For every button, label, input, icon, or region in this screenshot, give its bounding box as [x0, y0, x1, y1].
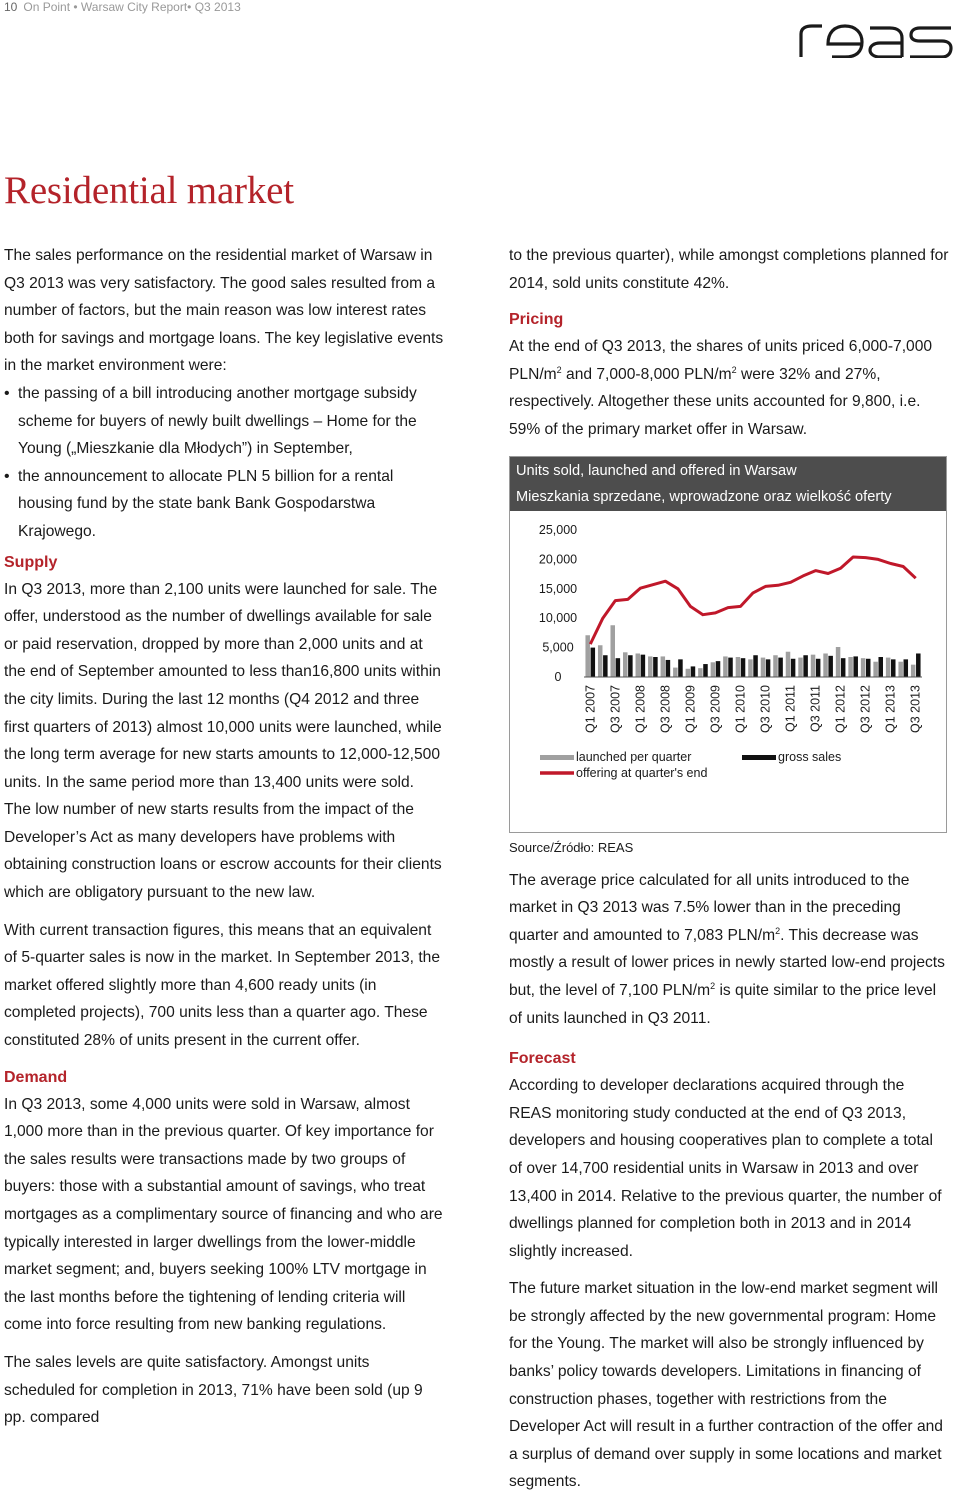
page-header — [0, 0, 960, 18]
bar-sales — [603, 655, 608, 677]
supply-paragraph-2: With current transaction figures, this means that an equivalent of 5-quarter sales is now in the market. In September 2013, the market offered slightly more than 4,600 ready units (in completed projects), 700 units less than a quarter ago. These constituted 28% of units present in the current offer. — [4, 921, 440, 1050]
bar-sales — [816, 658, 821, 676]
supply-paragraph-1: In Q3 2013, more than 2,100 units were launched for sale. The offer, understood as the number of dwellings available for sale or paid reservation, dropped by more than 2,000 units and at the end of September amounted to less than16,800 units within the city limits. During the last 12 months (Q4 2012 and three first quarters of 2013) almost 10,000 units were launched, while the long term average for new starts amounts to 12,000-12,500 units. In the same period more than 13,400 units were sold. The low number of new starts results from the impact of the Developer’s Act as many developers have problems with obtaining construction loans or escrow accounts for their clients which are obligatory pursuant to the new law. — [4, 580, 442, 902]
bar-launched — [761, 657, 766, 676]
bar-sales — [653, 657, 658, 677]
bar-sales — [803, 655, 808, 677]
bar-sales — [904, 659, 909, 677]
chart-header — [510, 457, 946, 511]
y-tick-label: 10,000 — [538, 610, 578, 625]
forecast-paragraph-1: According to developer declarations acquired through the REAS monitoring study conducted at the end of Q3 2013, developers and housing cooperatives plan to complete a total of over 14,700 residential units in Warsaw in 2013 and over 13,400 in 2014. Relative to the previous quarter, the number of dwellings planned for completion both in 2013 and in 2014 slightly increased. — [509, 1077, 942, 1260]
bar-launched — [861, 658, 866, 677]
reas-logo — [798, 22, 954, 63]
x-tick-label: Q1 2012 — [833, 684, 848, 733]
bar-sales — [716, 661, 721, 677]
x-tick-label: Q3 2008 — [658, 684, 673, 733]
bar-sales — [666, 660, 671, 677]
bar-launched — [848, 657, 853, 677]
legend-sales-label: gross sales — [778, 749, 842, 764]
bar-launched — [636, 653, 641, 677]
bar-launched — [773, 655, 778, 677]
bar-sales — [703, 664, 708, 677]
x-tick-label: Q1 2010 — [733, 684, 748, 733]
bar-launched — [786, 651, 791, 676]
bar-sales — [841, 658, 846, 677]
bar-sales — [641, 654, 646, 676]
bar-sales — [766, 659, 771, 677]
line-offering — [590, 557, 915, 644]
superscript: 2 — [710, 980, 716, 991]
bar-launched — [698, 668, 703, 677]
pricing-paragraph-1 — [509, 333, 949, 443]
supply-heading: Supply — [4, 553, 58, 571]
demand-paragraph-1: In Q3 2013, some 4,000 units were sold in Warsaw, almost 1,000 more than in the previous quarter. Of key importance for the sales results were transactions made by two groups of buyers: those with a substantial amount of savings, who treat mortgages as a complimentary source of financing and who are typically interested in larger dwellings from the lower-middle market segment; and, buyers seeking 100% LTV mortgage in the last months before the tightening of lending criteria will come into force resulting from new banking regulations. — [4, 1095, 443, 1334]
bar-sales — [728, 657, 733, 676]
publication-name: On Point • Warsaw City Report• Q3 2013 — [23, 0, 241, 14]
bar-launched — [585, 635, 590, 677]
bar-launched — [598, 645, 603, 677]
bar-launched — [623, 652, 628, 677]
bar-sales — [791, 658, 796, 676]
bar-sales — [591, 647, 596, 676]
bar-sales — [753, 655, 758, 677]
x-tick-label: Q1 2007 — [583, 684, 598, 733]
running-head — [4, 0, 241, 14]
superscript: 2 — [731, 364, 737, 375]
legend-sales-swatch — [742, 755, 776, 760]
x-tick-label: Q3 2007 — [608, 684, 623, 733]
left-column — [4, 242, 444, 1442]
page-title: Residential market — [4, 169, 294, 212]
bar-launched — [798, 657, 803, 676]
bar-sales — [916, 653, 921, 677]
x-tick-label: Q3 2009 — [708, 684, 723, 733]
bar-sales — [891, 659, 896, 677]
bar-launched — [886, 657, 891, 676]
forecast-heading: Forecast — [509, 1050, 576, 1068]
bar-launched — [736, 657, 741, 677]
list-item: • the announcement to allocate PLN 5 billion for a rental housing fund by the state bank Bank Gospodarstwa Krajowego. — [4, 463, 444, 546]
right-column — [509, 242, 949, 1506]
bar-launched — [911, 664, 916, 676]
bar-launched — [823, 653, 828, 677]
y-tick-label: 0 — [554, 669, 562, 684]
bar-sales — [878, 657, 883, 677]
bar-launched — [723, 656, 728, 677]
chart-subtitle: Mieszkania sprzedane, wprowadzone oraz wielkość oferty — [516, 488, 892, 505]
superscript: 2 — [556, 364, 562, 375]
bar-sales — [628, 655, 633, 677]
bar-launched — [748, 659, 753, 677]
legend-launched-swatch — [540, 755, 574, 760]
text-run: At the end of Q3 2013, the shares of units priced 6,000-7,000 PLN/m — [509, 338, 933, 383]
bar-launched — [610, 625, 615, 677]
units-chart — [509, 456, 947, 833]
bar-sales — [616, 658, 621, 677]
x-tick-label: Q3 2011 — [808, 684, 823, 732]
bar-launched — [673, 667, 678, 676]
list-item: • the passing of a bill introducing another mortgage subsidy scheme for buyers of newly built dwellings – Home for the Young („Mieszkanie dla Młodych”) in September, — [4, 380, 444, 463]
x-tick-label: Q1 2008 — [633, 684, 648, 733]
forecast-paragraph-2: The future market situation in the low-end market segment will be strongly affected by the new governmental program: Home for the Young. The market will also be strongly influenced by banks’ policy towards developers. Limitations in financing of construction phases, together with restrictions from the Developer Act will result in a further contraction of the offer and a surplus of demand over supply in some locations and market segments. — [509, 1280, 943, 1491]
page-number: 10 — [4, 0, 18, 14]
y-tick-label: 20,000 — [538, 551, 578, 566]
chart-title: Units sold, launched and offered in Warsaw — [516, 462, 797, 479]
y-tick-label: 15,000 — [538, 581, 578, 596]
bar-launched — [648, 656, 653, 677]
text-run: The average price calculated for all units introduced to the market in Q3 2013 was 7.5% lower than in the preceding quarter and amounted to 7,083 PLN/m — [509, 871, 910, 944]
text-run: were 32% and 27%, respectively. Altogether these units accounted for 9,800, i.e. 59% of the primary market offer in Warsaw. — [509, 365, 921, 438]
bar-sales — [866, 658, 871, 676]
chart-source: Source/Źródło: REAS — [509, 839, 634, 855]
legend-launched-label: launched per quarter — [576, 749, 692, 764]
y-tick-label: 5,000 — [542, 640, 574, 655]
bar-sales — [828, 655, 833, 676]
legend-offering-label: offering at quarter's end — [576, 765, 708, 780]
legislative-events-list — [4, 380, 444, 546]
text-run: is quite similar to the price level of units launched in Q3 2011. — [509, 981, 937, 1027]
bar-sales — [853, 656, 858, 677]
bar-sales — [741, 658, 746, 677]
continued-paragraph: to the previous quarter), while amongst completions planned for 2014, sold units constitute 42%. — [509, 247, 949, 292]
bar-launched — [873, 661, 878, 676]
pricing-heading: Pricing — [509, 311, 564, 329]
text-run: and 7,000-8,000 PLN/m — [561, 365, 732, 383]
bar-sales — [691, 666, 696, 677]
x-tick-label: Q3 2010 — [758, 684, 773, 733]
bar-sales — [778, 657, 783, 676]
bar-launched — [686, 668, 691, 676]
chart-plot — [510, 511, 946, 831]
reas-logo-graphic — [798, 22, 954, 58]
x-tick-label: Q3 2013 — [908, 684, 923, 733]
x-tick-label: Q1 2011 — [783, 684, 798, 732]
bar-launched — [898, 661, 903, 676]
y-tick-label: 25,000 — [538, 522, 578, 537]
bar-launched — [711, 662, 716, 677]
bar-sales — [678, 659, 683, 677]
bar-launched — [836, 647, 841, 677]
demand-paragraph-2: The sales levels are quite satisfactory. Amongst units scheduled for completion in 2013, 71% have been sold (up 9 pp. compared — [4, 1353, 423, 1427]
bar-launched — [811, 654, 816, 676]
x-tick-label: Q1 2013 — [883, 684, 898, 733]
x-tick-label: Q3 2012 — [858, 684, 873, 733]
bar-launched — [661, 656, 666, 677]
superscript: 2 — [775, 925, 781, 936]
text-run: . This decrease was mostly a result of lower prices in newly started low-end projects but, the level of 7,100 PLN/m — [509, 926, 945, 999]
intro-paragraph: The sales performance on the residential market of Warsaw in Q3 2013 was very satisfactory. The good sales resulted from a number of factors, but the main reason was low interest rates both for savings and mortgage loans. The key legislative events in the market environment were: — [4, 247, 444, 375]
x-tick-label: Q1 2009 — [683, 684, 698, 733]
pricing-paragraph-2 — [509, 867, 949, 1033]
demand-heading: Demand — [4, 1068, 68, 1086]
